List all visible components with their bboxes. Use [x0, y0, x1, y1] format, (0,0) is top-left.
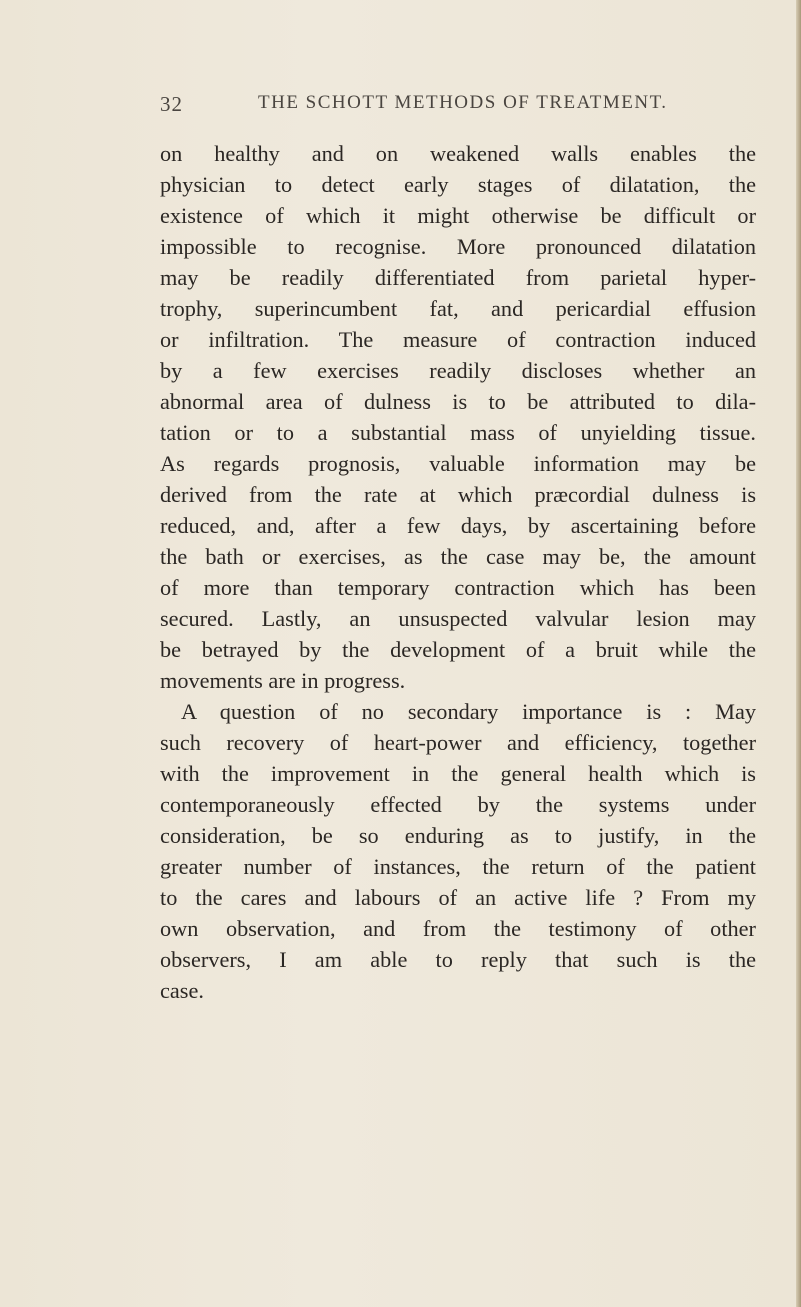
text-line: contemporaneously effected by the systems under	[160, 792, 756, 817]
body-text	[160, 138, 756, 1006]
page-number: 32	[160, 92, 183, 116]
text-line: movements are in progress.	[160, 668, 406, 693]
page-edge	[796, 0, 801, 1307]
text-line: such recovery of heart-power and efficiency, together	[160, 730, 756, 755]
text-line: impossible to recognise. More pronounced dilatation	[160, 234, 756, 259]
text-line: physician to detect early stages of dilatation, the	[160, 172, 756, 197]
text-line: A question of no secondary importance is : May	[181, 699, 756, 724]
text-line: abnormal area of dulness is to be attributed to dila-	[160, 389, 756, 414]
text-line: be betrayed by the development of a bruit while the	[160, 637, 756, 662]
text-line: observers, I am able to reply that such is the	[160, 947, 756, 972]
text-line: tation or to a substantial mass of unyielding tissue.	[160, 420, 756, 445]
text-line: derived from the rate at which præcordial dulness is	[160, 482, 756, 507]
running-title: THE SCHOTT METHODS OF TREATMENT.	[258, 92, 668, 113]
text-line: to the cares and labours of an active life ? From my	[160, 885, 756, 910]
text-line: consideration, be so enduring as to justify, in the	[160, 823, 756, 848]
text-line: or infiltration. The measure of contraction induced	[160, 327, 756, 352]
text-line: may be readily differentiated from parietal hyper-	[160, 265, 756, 290]
text-line: secured. Lastly, an unsuspected valvular lesion may	[160, 606, 756, 631]
running-header	[160, 92, 760, 122]
text-line: trophy, superincumbent fat, and pericardial effusion	[160, 296, 756, 321]
text-line: greater number of instances, the return of the patient	[160, 854, 756, 879]
text-line: own observation, and from the testimony of other	[160, 916, 756, 941]
text-line: As regards prognosis, valuable information may be	[160, 451, 756, 476]
text-line: by a few exercises readily discloses whether an	[160, 358, 756, 383]
text-line: on healthy and on weakened walls enables the	[160, 141, 756, 166]
text-line: with the improvement in the general health which is	[160, 761, 756, 786]
text-line: existence of which it might otherwise be difficult or	[160, 203, 756, 228]
text-line: of more than temporary contraction which has been	[160, 575, 756, 600]
text-line: case.	[160, 978, 204, 1003]
text-line: the bath or exercises, as the case may be, the amount	[160, 544, 756, 569]
text-line: reduced, and, after a few days, by ascertaining before	[160, 513, 756, 538]
